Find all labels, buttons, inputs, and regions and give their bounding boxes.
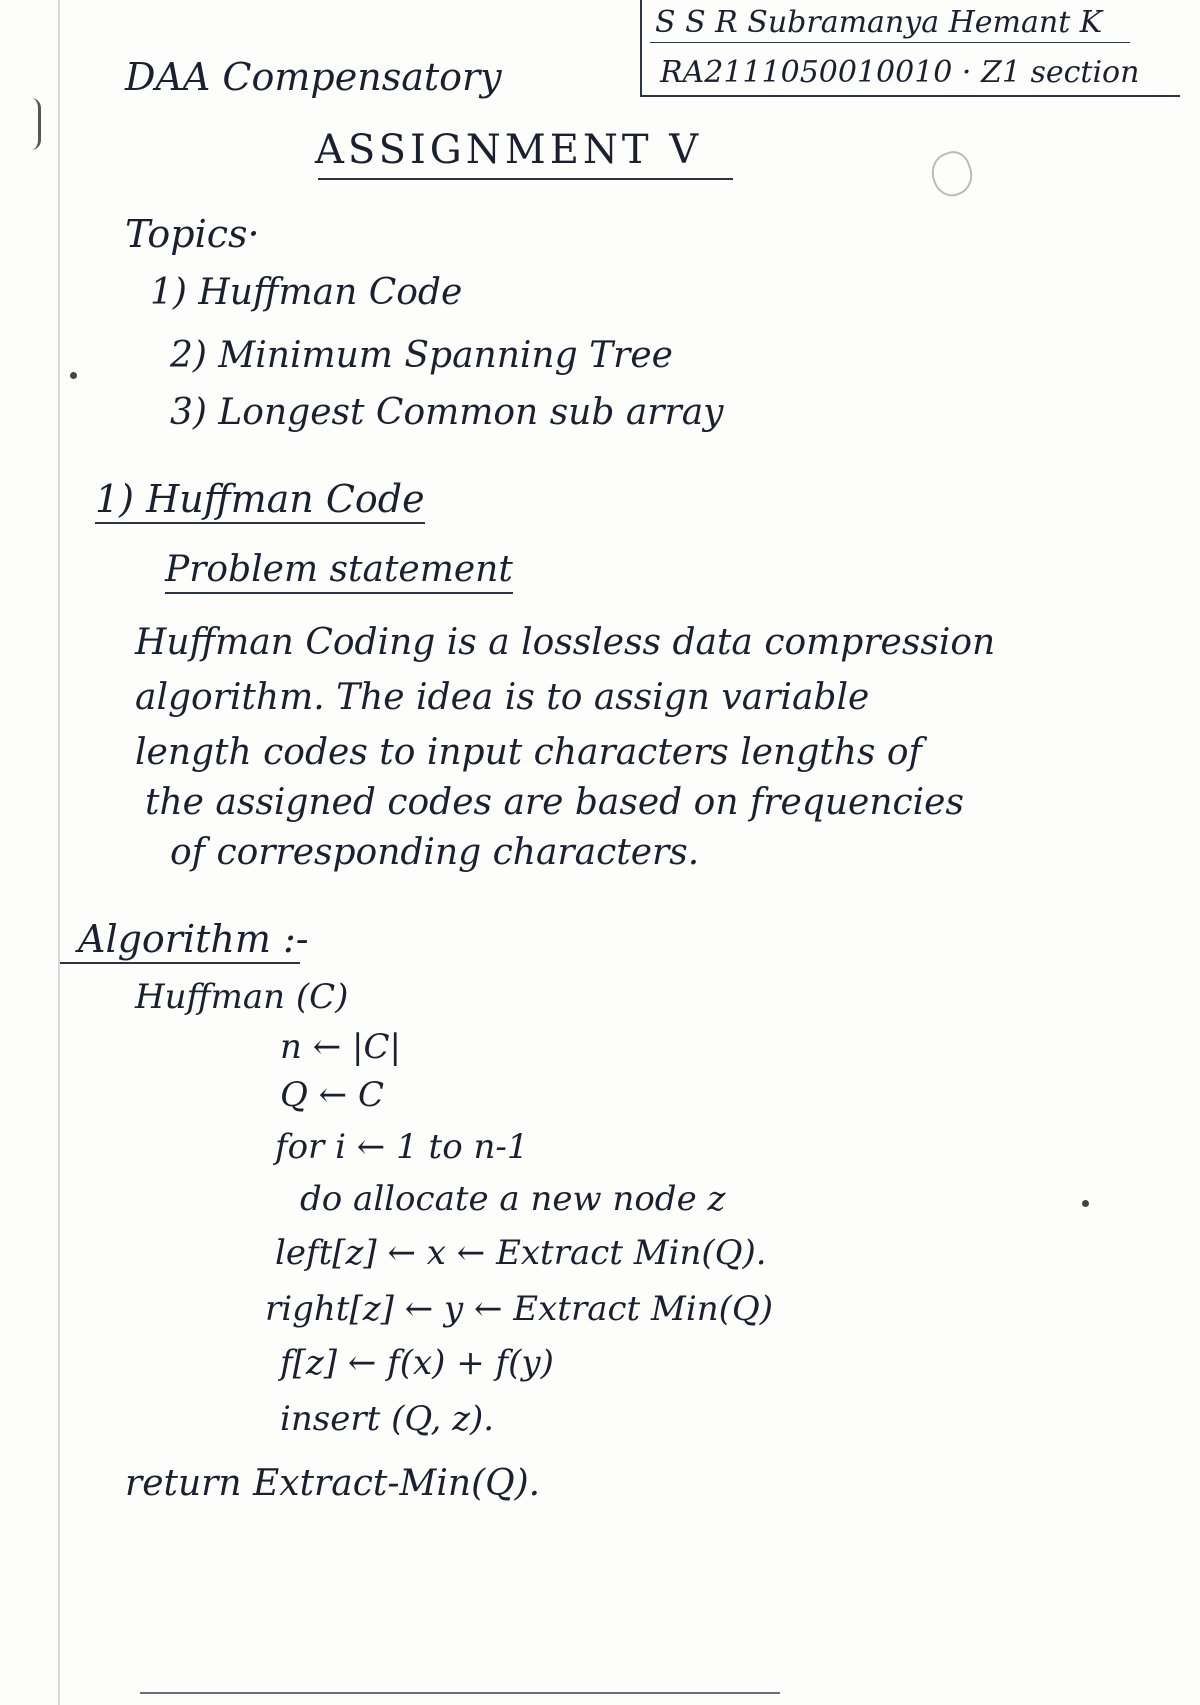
student-name: S S R Subramanya Hemant K bbox=[655, 5, 1103, 40]
algorithm-heading: Algorithm :- bbox=[78, 917, 309, 961]
algorithm-line: Huffman (C) bbox=[135, 977, 349, 1017]
problem-line: length codes to input characters lengths of bbox=[135, 732, 922, 773]
name-box-left-border bbox=[640, 0, 642, 95]
title-underline bbox=[318, 178, 733, 180]
algorithm-underline bbox=[60, 962, 300, 964]
algorithm-line: left[z] ← x ← Extract Min(Q). bbox=[275, 1233, 767, 1273]
assignment-title: ASSIGNMENT V bbox=[315, 127, 703, 173]
margin-line bbox=[58, 0, 60, 1705]
ink-dot bbox=[70, 372, 77, 379]
page-bottom-rule bbox=[140, 1692, 780, 1694]
name-box-bottom-border bbox=[640, 95, 1180, 97]
algorithm-line: f[z] ← f(x) + f(y) bbox=[280, 1343, 554, 1383]
problem-line: Huffman Coding is a lossless data compression bbox=[135, 622, 996, 663]
problem-line: algorithm. The idea is to assign variable bbox=[135, 677, 870, 718]
course-title: DAA Compensatory bbox=[125, 55, 502, 99]
topics-heading: Topics· bbox=[125, 212, 260, 256]
scribble-mark bbox=[926, 146, 979, 201]
algorithm-line: do allocate a new node z bbox=[300, 1179, 726, 1219]
topic-item: 1) Huffman Code bbox=[150, 272, 463, 313]
algorithm-line: n ← |C| bbox=[280, 1027, 401, 1067]
topic-item: 2) Minimum Spanning Tree bbox=[170, 335, 673, 376]
student-id-section: RA2111050010010 · Z1 section bbox=[660, 55, 1140, 90]
algorithm-line: for i ← 1 to n-1 bbox=[275, 1127, 529, 1167]
algorithm-line: return Extract-Min(Q). bbox=[125, 1463, 541, 1504]
algorithm-line: Q ← C bbox=[280, 1075, 384, 1115]
name-underline bbox=[650, 42, 1130, 43]
problem-statement-heading: Problem statement bbox=[165, 552, 513, 594]
problem-line: of corresponding characters. bbox=[170, 832, 700, 873]
algorithm-line: right[z] ← y ← Extract Min(Q) bbox=[265, 1289, 773, 1329]
ink-dot bbox=[1082, 1200, 1089, 1207]
section-heading: 1) Huffman Code bbox=[95, 480, 425, 524]
algorithm-line: insert (Q, z). bbox=[280, 1399, 495, 1439]
binding-mark bbox=[30, 98, 41, 150]
problem-line: the assigned codes are based on frequencies bbox=[145, 782, 964, 823]
topic-item: 3) Longest Common sub array bbox=[170, 392, 724, 433]
